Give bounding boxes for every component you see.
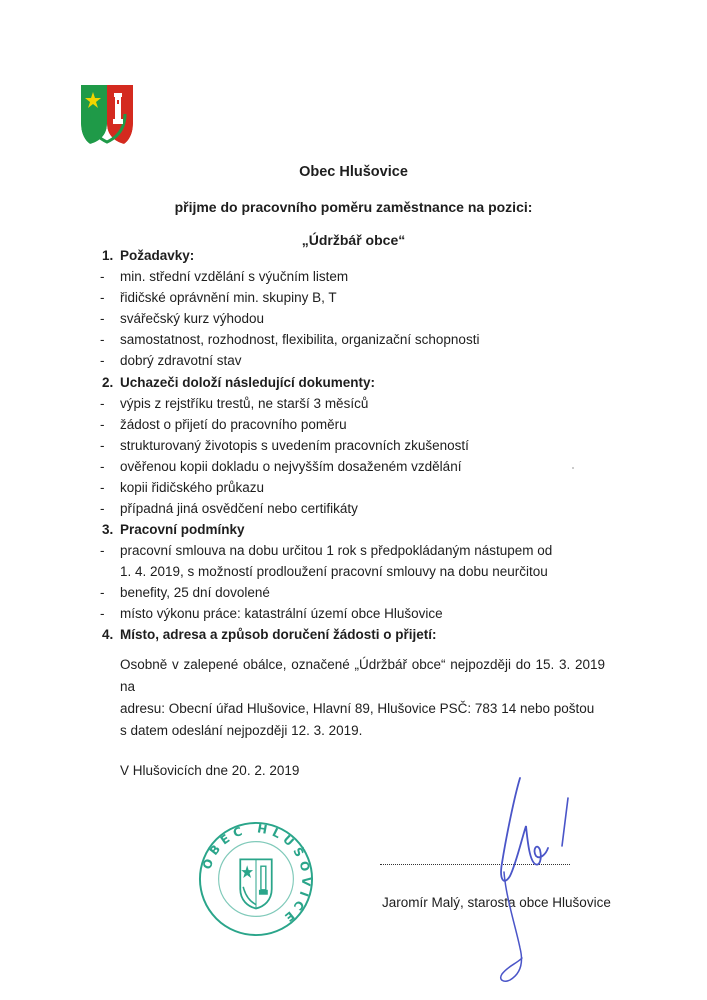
paragraph-line: Osobně v zalepené obálce, označené „Údržbář obce“ nejpozději do 15. 3. 2019 na [120,657,605,694]
delivery-paragraph [120,654,605,742]
list-item-text: samostatnost, rozhodnost, flexibilita, organizační schopnosti [120,332,480,347]
list-item-text: místo výkonu práce: katastrální území obce Hlušovice [120,606,443,621]
handwritten-signature [480,768,585,993]
list-item: - strukturovaný životopis s uvedením pracovních zkušeností [0,435,707,456]
list-item: - řidičské oprávnění min. skupiny B, T [0,287,707,308]
list-item-text: svářečský kurz výhodou [120,311,265,326]
official-stamp [197,820,315,938]
scan-speck [572,467,574,469]
page-subtitle: přijme do pracovního poměru zaměstnance na pozici: [174,199,533,215]
list-item-text: strukturovaný životopis s uvedením pracovních zkušeností [120,438,469,453]
list-item-text: ověřenou kopii dokladu o nejvyšším dosaženém vzdělání [120,459,462,474]
list-item-text: žádost o přijetí do pracovního poměru [120,417,347,432]
section-title: Pracovní podmínky [120,522,245,537]
list-item: - min. střední vzdělání s výučním listem [0,266,707,287]
section-number: 2. [102,375,114,390]
paragraph-line: s datem odeslání nejpozději 12. 3. 2019. [120,723,363,738]
list-item-text: výpis z rejstříku trestů, ne starší 3 měsíců [120,396,369,411]
list-item: - výpis z rejstříku trestů, ne starší 3 měsíců [0,393,707,414]
section-title: Uchazeči doloží následující dokumenty: [120,375,376,390]
list-item: - případná jiná osvědčení nebo certifikáty [0,498,707,519]
list-item: - benefity, 25 dní dovolené [0,582,707,603]
list-item: - ověřenou kopii dokladu o nejvyšším dosaženém vzdělání [0,456,707,477]
section-number: 4. [102,627,114,642]
list-item: - žádost o přijetí do pracovního poměru [0,414,707,435]
coat-of-arms-logo [80,84,134,146]
section-heading [0,519,707,540]
list-item-text: případná jiná osvědčení nebo certifikáty [120,501,358,516]
section-heading [0,372,707,393]
list-item: - svářečský kurz výhodou [0,308,707,329]
place-and-date: V Hlušovicích dne 20. 2. 2019 [120,763,300,778]
signatory-name: Jaromír Malý, starosta obce Hlušovice [382,895,611,910]
list-item: - pracovní smlouva na dobu určitou 1 rok s předpokládaným nástupem od [0,540,707,561]
section-number: 3. [102,522,114,537]
section-number: 1. [102,248,114,263]
section-title: Místo, adresa a způsob doručení žádosti o přijetí: [120,627,437,642]
list-item-text: min. střední vzdělání s výučním listem [120,269,349,284]
list-item: - kopii řidičského průkazu [0,477,707,498]
list-item: - dobrý zdravotní stav [0,350,707,371]
list-item: - samostatnost, rozhodnost, flexibilita, organizační schopnosti [0,329,707,350]
paragraph-line: adresu: Obecní úřad Hlušovice, Hlavní 89, Hlušovice PSČ: 783 14 nebo poštou [120,701,595,716]
section-heading [0,245,707,266]
list-item-text: pracovní smlouva na dobu určitou 1 rok s předpokládaným nástupem od [120,543,553,558]
list-item-text: kopii řidičského průkazu [120,480,265,495]
list-item: - místo výkonu práce: katastrální území obce Hlušovice [0,603,707,624]
section-title: Požadavky: [120,248,195,263]
list-item-text: řidičské oprávnění min. skupiny B, T [120,290,337,305]
section-heading [0,624,707,645]
list-item-text: benefity, 25 dní dovolené [120,585,270,600]
page-title: Obec Hlušovice [299,164,408,180]
svg-text:OBEC HLUŠOVICE: OBEC HLUŠOVICE [199,821,314,928]
list-item-text: dobrý zdravotní stav [120,353,242,368]
list-item-text: 1. 4. 2019, s možností prodloužení pracovní smlouvy na dobu neurčitou [120,564,548,579]
job-position: „Údržbář obce“ [301,232,406,248]
list-item-continuation [0,561,707,582]
